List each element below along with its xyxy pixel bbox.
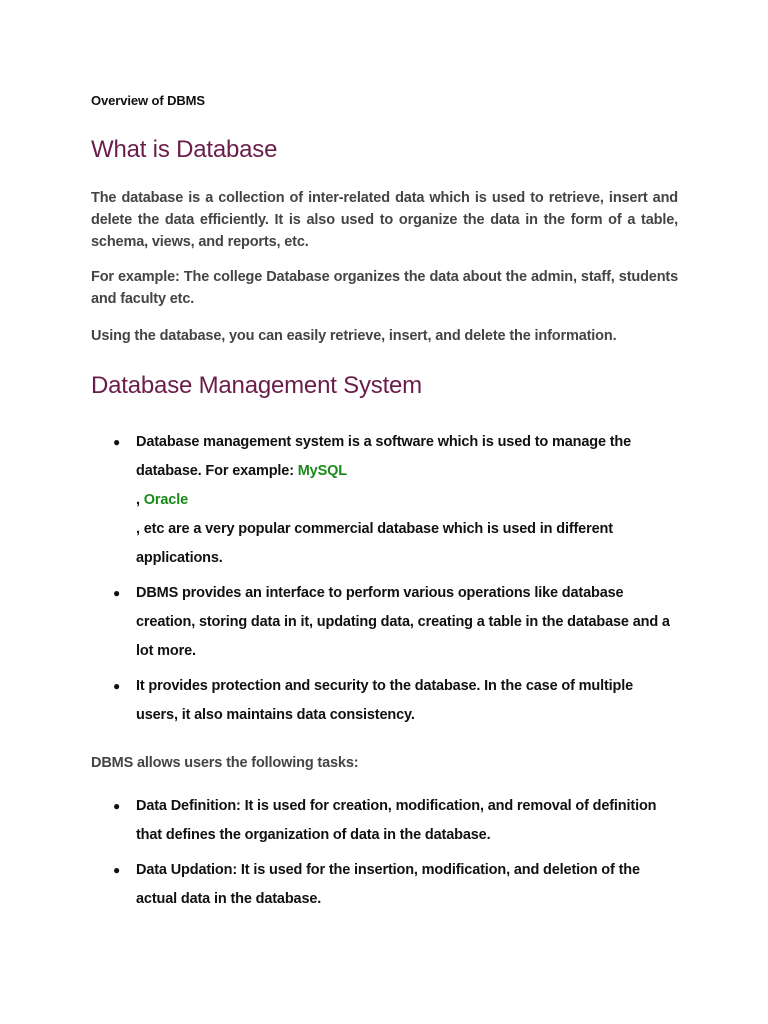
paragraph-usage: Using the database, you can easily retrieve, insert, and delete the information. <box>91 328 617 344</box>
mysql-link[interactable]: MySQL <box>297 463 347 479</box>
bullet-text: applications. <box>136 550 223 566</box>
heading-what-is-database: What is Database <box>91 136 278 163</box>
bullet-icon: ● <box>113 586 121 600</box>
paragraph-database-definition: The database is a collection of inter-related data which is used to retrieve, insert and delete the data efficiently. It is also used to organize the data in the form of a table, schema, views, and reports, etc. <box>91 190 678 250</box>
dbms-bullet-list <box>113 428 673 736</box>
paragraph-example: For example: The college Database organizes the data about the admin, staff, students and faculty etc. <box>91 269 678 307</box>
bullet-icon: ● <box>113 799 121 813</box>
bullet-icon: ● <box>113 435 121 449</box>
bullet-text: Data Updation: It is used for the insertion, modification, and deletion of the actual data in the database. <box>136 862 640 907</box>
tasks-bullet-list <box>113 792 673 920</box>
bullet-text: Database management system is a software which is used to manage the <box>136 434 632 450</box>
heading-dbms: Database Management System <box>91 372 422 399</box>
list-item <box>113 856 673 914</box>
paragraph-tasks-intro: DBMS allows users the following tasks: <box>91 755 359 771</box>
oracle-link[interactable]: Oracle <box>143 492 189 508</box>
bullet-text: , <box>136 492 144 508</box>
bullet-text: Data Definition: It is used for creation, modification, and removal of definition that defines the organization of data in the database. <box>136 798 657 843</box>
list-item <box>113 579 673 666</box>
bullet-text-line <box>136 486 673 515</box>
list-item <box>113 428 673 573</box>
bullet-text-line <box>136 457 673 486</box>
list-item <box>113 672 673 730</box>
bullet-text: It provides protection and security to the database. In the case of multiple users, it also maintains data consistency. <box>136 678 634 723</box>
bullet-text: , etc are a very popular commercial database which is used in different <box>136 521 613 537</box>
list-item <box>113 792 673 850</box>
document-label: Overview of DBMS <box>91 93 205 108</box>
bullet-icon: ● <box>113 679 121 693</box>
bullet-text: database. For example: <box>136 463 298 479</box>
bullet-text: DBMS provides an interface to perform various operations like database creation, storing data in it, updating data, creating a table in the database and a lot more. <box>136 585 670 659</box>
bullet-icon: ● <box>113 863 121 877</box>
